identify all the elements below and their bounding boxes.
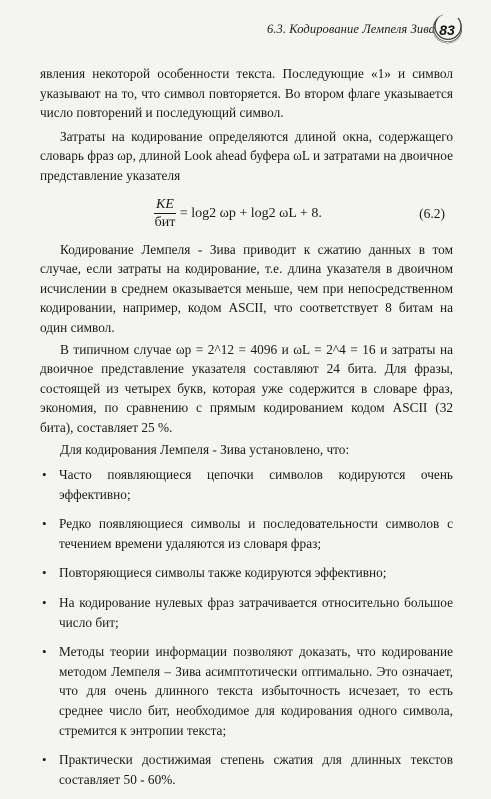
paragraph-continuation: явления некоторой особенности текста. Последующие «1» и символ указывают на то, что символ повторяется. Во втором флаге указывается число повторений и последующий символ. <box>40 66 453 121</box>
paragraph-typical-case: В типичном случае ωp = 2^12 = 4096 и ωL = 2^4 = 16 и затраты на двоичное представление указателя составляют 24 бита. Для фразы, состоящей из четырех букв, которая уже содержится в словаре фраз, экономия, по сравнению с прямым кодированием кодом ASCII (32 бита), составляет 25 %. <box>40 341 453 435</box>
formula-number: (6.2) <box>419 205 445 221</box>
list-item: • Часто появляющиеся цепочки символов кодируются очень эффективно; <box>40 465 453 504</box>
page-number: 83 <box>439 22 455 38</box>
list-item: • Практически достижимая степень сжатия для длинных текстов составляет 50 - 60%. <box>40 750 453 789</box>
formula-expression <box>154 196 322 232</box>
list-item: • Редко появляющиеся символы и последовательности символов с течением времени удаляются из словаря фраз; <box>40 514 453 553</box>
running-head: 6.3. Кодирование Лемпеля Зива <box>266 22 435 36</box>
formula-6-2 <box>40 190 453 236</box>
formula-rhs: = log2 ωp + log2 ωL + 8. <box>179 205 322 221</box>
formula-fraction <box>154 196 176 232</box>
formula-denominator: бит <box>154 214 176 230</box>
paragraph-costs-text: Затраты на кодирование определяются длиной окна, содержащего словарь фраз ωp, длиной Look ahead буфера ωL и затратами на двоичное представление указателя <box>40 128 453 183</box>
paragraph-compression: Кодирование Лемпеля - Зива приводит к сжатию данных в том случае, если затраты на кодирование, т.е. длина указателя в двоичном исчислении в среднем оказывается меньше, чем при непосредственном кодировании, например, кодом ASCII, что соответствует 8 битам на один символ. <box>40 241 453 335</box>
paragraph-lz-properties: Для кодирования Лемпеля - Зива установлено, что: <box>60 441 350 457</box>
formula-numerator: KE <box>156 196 174 212</box>
list-item: • Методы теории информации позволяют доказать, что кодирование методом Лемпеля – Зива асимптотически оптимально. Это означает, что для очень длинного текста избыточность исчезает, то есть среднее число бит, необходимое для кодирования одного символа, стремится к энтропии текста; <box>40 642 453 740</box>
paragraph-costs <box>40 127 453 186</box>
properties-list <box>40 465 453 789</box>
list-item: • На кодирование нулевых фраз затрачивается относительно большое число бит; <box>40 593 453 632</box>
list-item: • Повторяющиеся символы также кодируются эффективно; <box>40 563 453 583</box>
main-text <box>40 64 453 799</box>
